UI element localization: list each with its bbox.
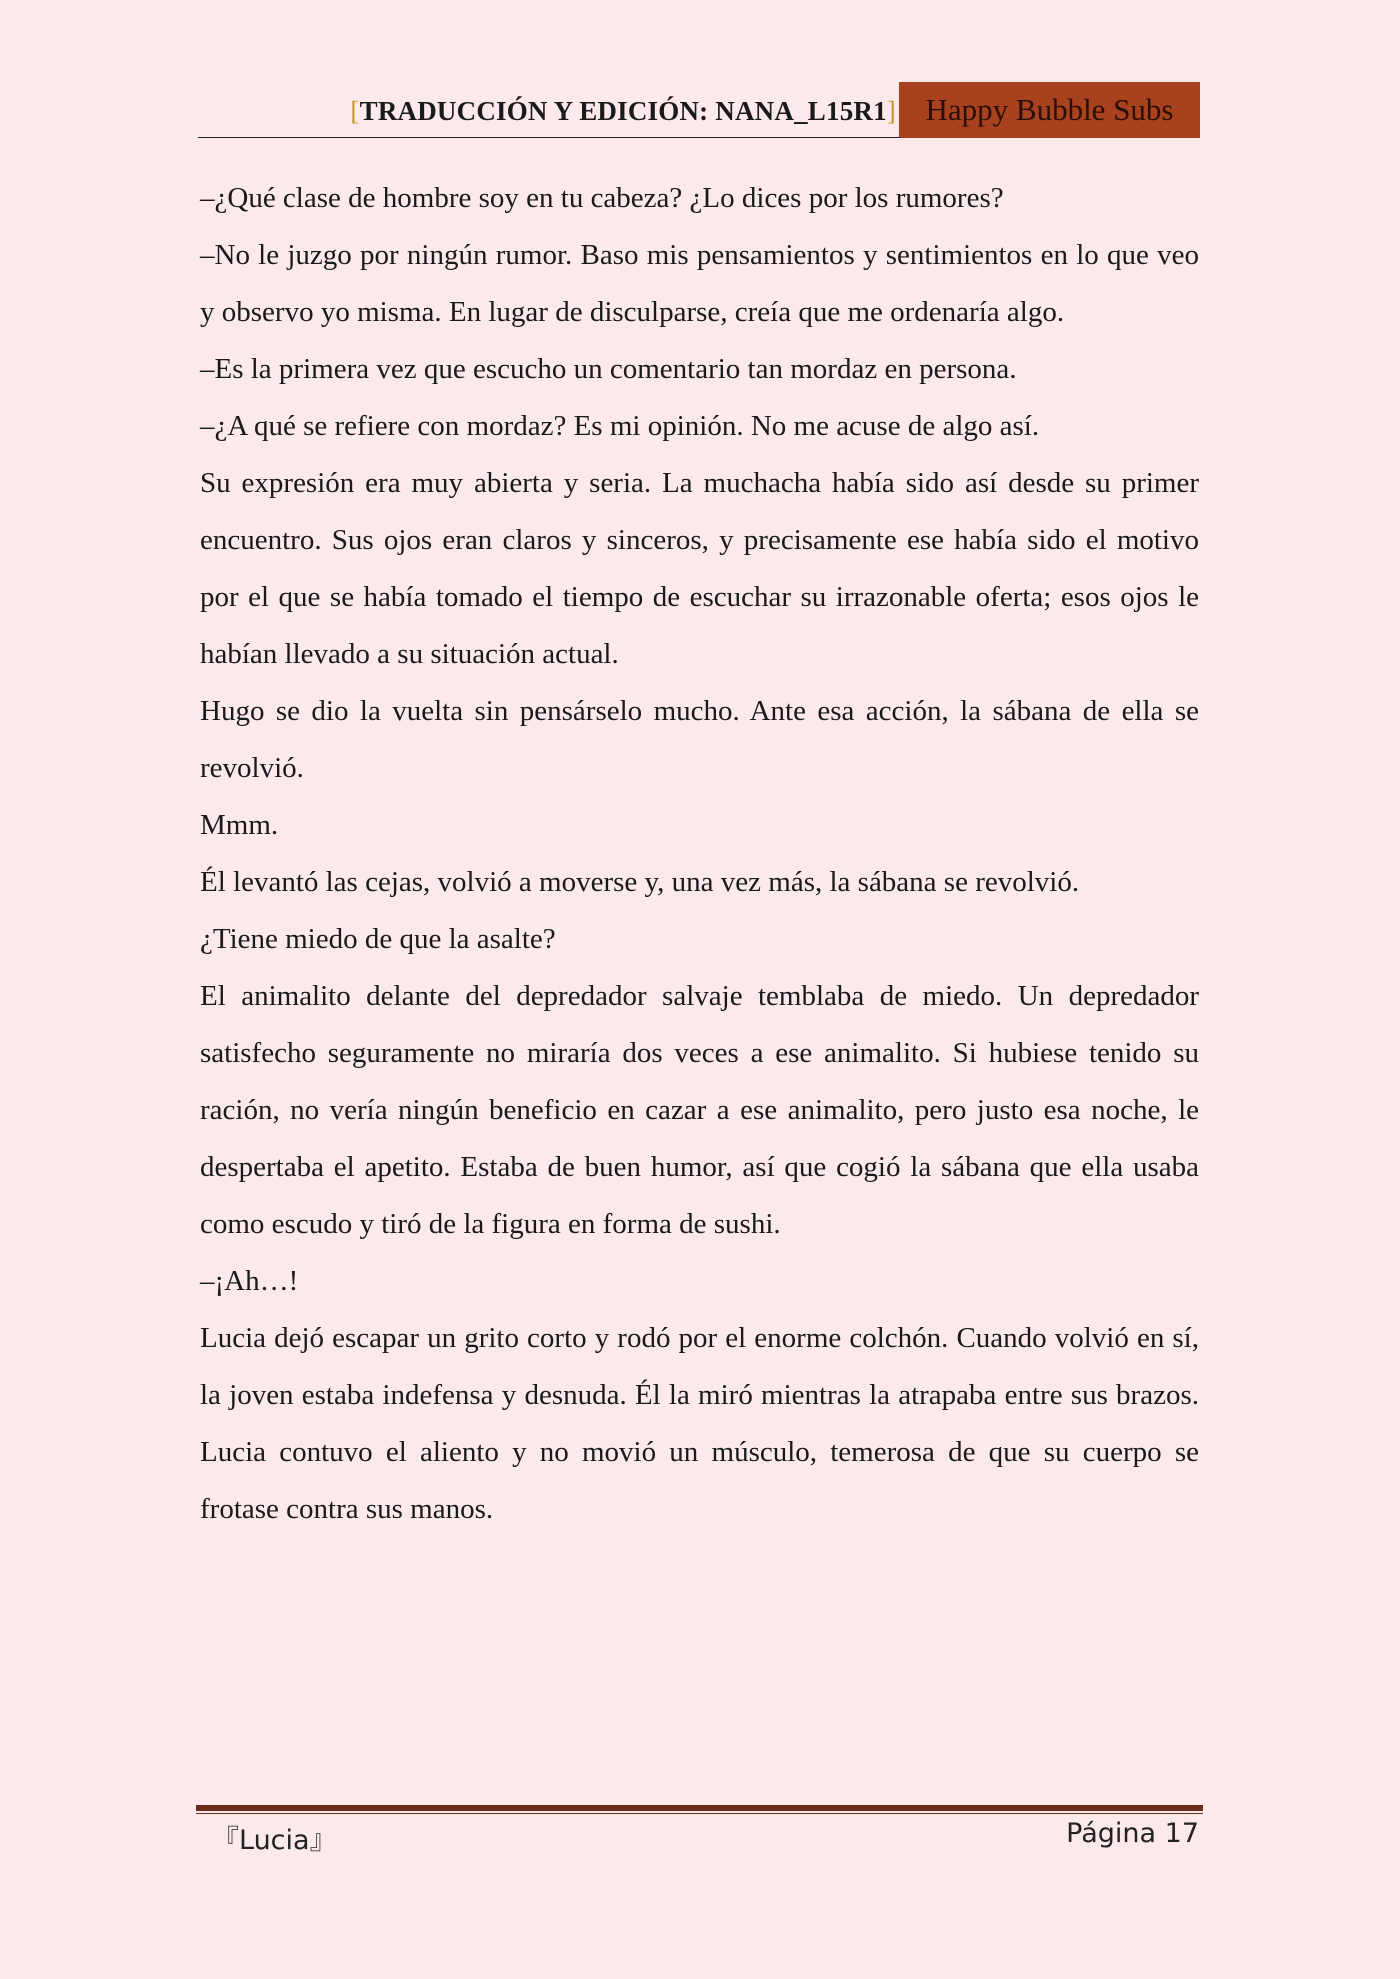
footer-book-title: 『Lucia』 [212,1825,337,1856]
paragraph: Mmm. [200,809,279,841]
footer-rule-thin [196,1813,1203,1814]
header-rule [198,137,900,138]
paragraph: Lucia dejó escapar un grito corto y rodó por el enorme colchón. Cuando volvió en sí, la joven estaba indefensa y desnuda. Él la miró mientras la atrapaba entre sus brazos. Lucia contuvo el aliento y no movió un músculo, temerosa de que su cuerpo se frotase contra sus manos. [200,1322,1199,1525]
credit-bracket-close: ] [886,96,896,126]
footer-page-number: Página 17 [1066,1818,1199,1849]
paragraph: –¿Qué clase de hombre soy en tu cabeza? ¿Lo dices por los rumores? [200,182,1004,214]
paragraph: Su expresión era muy abierta y seria. La muchacha había sido así desde su primer encuentro. Sus ojos eran claros y sinceros, y precisamente ese había sido el motivo por el que se había tomado el tiempo de escuchar su irrazonable oferta; esos ojos le habían llevado a su situación actual. [200,467,1199,670]
group-name-badge: Happy Bubble Subs [899,82,1200,138]
translation-credit [350,96,896,127]
credit-text: TRADUCCIÓN Y EDICIÓN: NANA_L15R1 [359,96,887,126]
paragraph: Hugo se dio la vuelta sin pensárselo mucho. Ante esa acción, la sábana de ella se revolvió. [200,695,1199,784]
page-header [198,82,1200,138]
page-body [200,170,1199,1538]
paragraph: Él levantó las cejas, volvió a moverse y, una vez más, la sábana se revolvió. [200,866,1080,898]
paragraph: –Es la primera vez que escucho un comentario tan mordaz en persona. [200,353,1017,385]
paragraph: –No le juzgo por ningún rumor. Baso mis pensamientos y sentimientos en lo que veo y observo yo misma. En lugar de disculparse, creía que me ordenaría algo. [200,239,1199,328]
paragraph: –¡Ah…! [200,1265,299,1297]
paragraph: ¿Tiene miedo de que la asalte? [200,923,556,955]
credit-bracket-open: [ [350,96,360,126]
paragraph: El animalito delante del depredador salvaje temblaba de miedo. Un depredador satisfecho seguramente no miraría dos veces a ese animalito. Si hubiese tenido su ración, no vería ningún beneficio en cazar a ese animalito, pero justo esa noche, le despertaba el apetito. Estaba de buen humor, así que cogió la sábana que ella usaba como escudo y tiró de la figura en forma de sushi. [200,980,1199,1240]
footer-rule-thick [196,1805,1203,1811]
paragraph: –¿A qué se refiere con mordaz? Es mi opinión. No me acuse de algo así. [200,410,1040,442]
